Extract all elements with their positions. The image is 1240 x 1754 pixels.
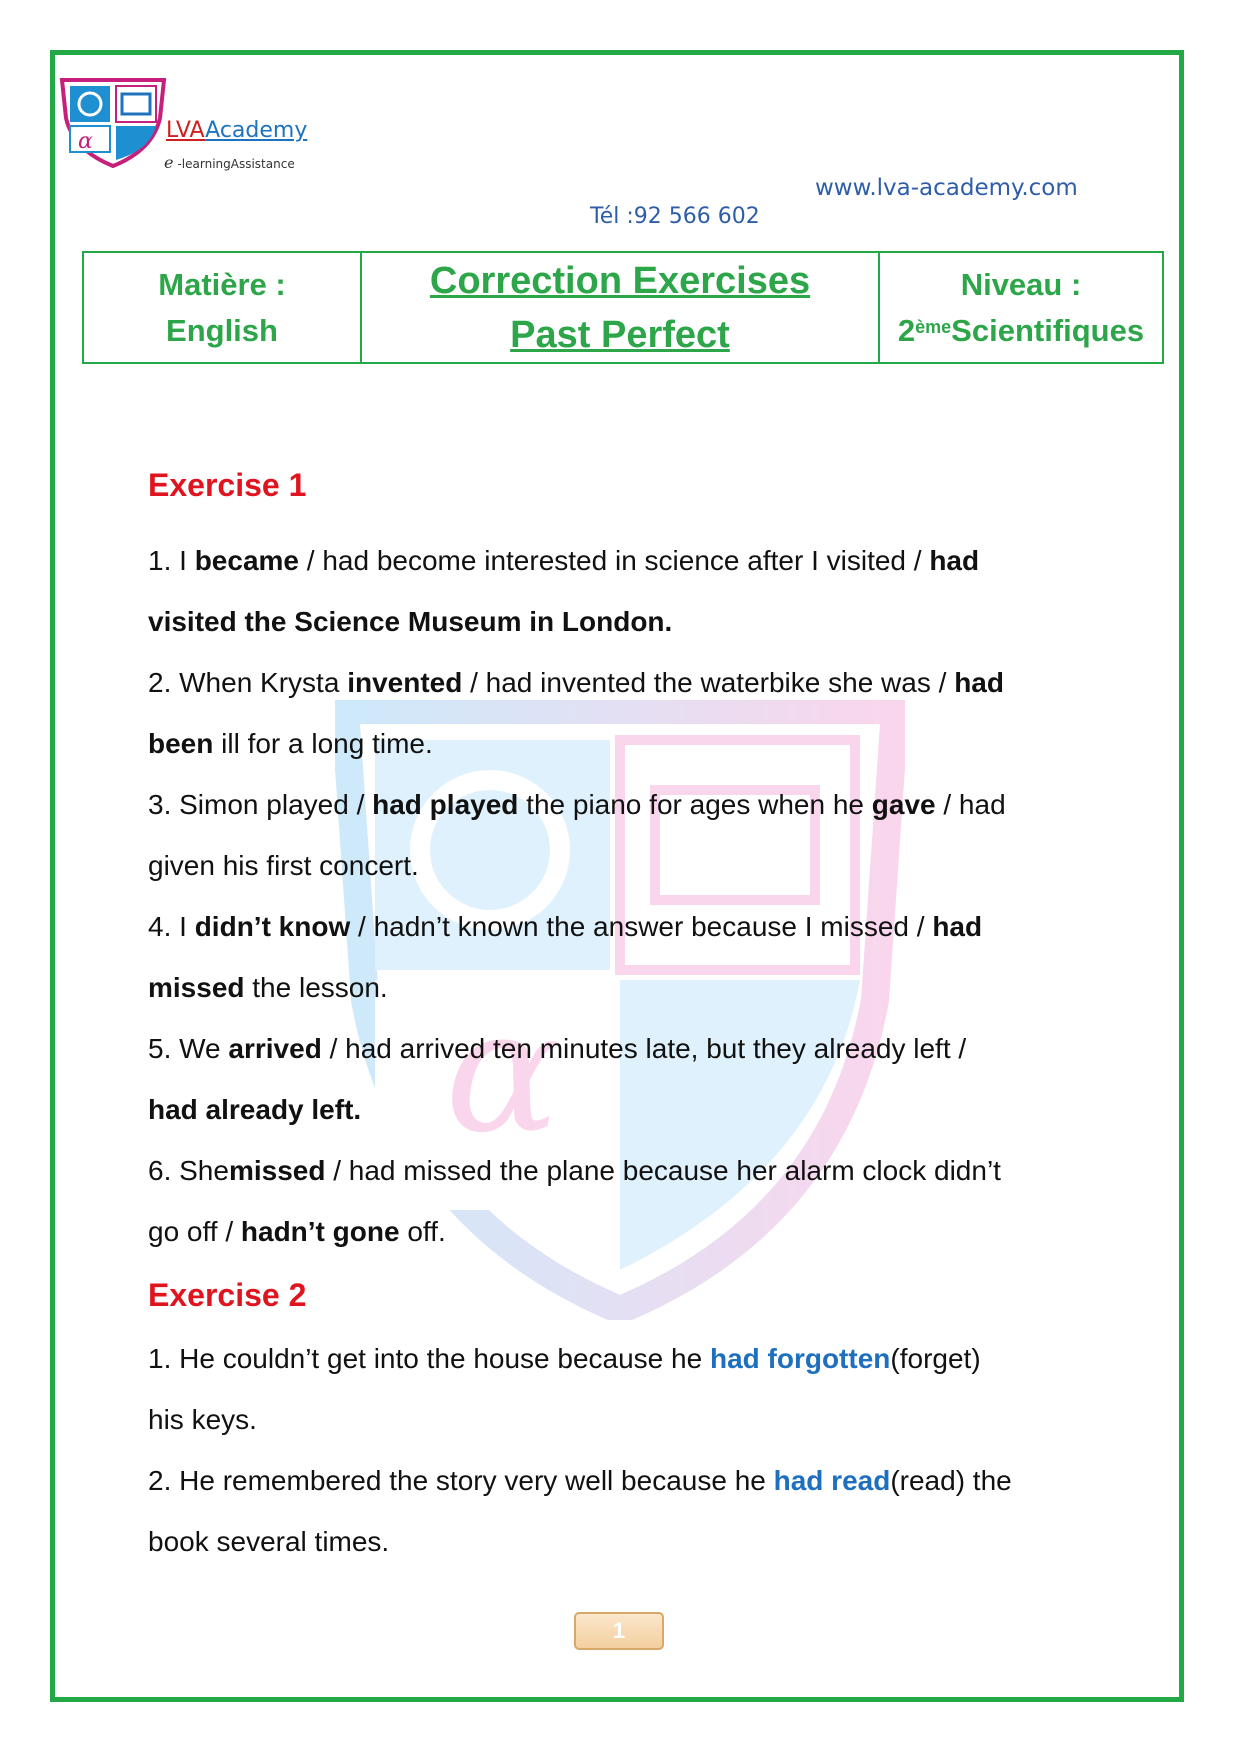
exercise1-line [148,652,1108,713]
answer-segment: had already left. [148,1094,362,1125]
level-superscript: ème [915,316,952,337]
answer-segment: became [194,545,299,576]
text-segment: 2. When Krysta [148,667,348,698]
text-segment: 6. She [148,1155,229,1186]
phone-number: Tél :92 566 602 [590,204,760,229]
exercise1-line [148,835,1108,896]
answer-segment: been [148,728,214,759]
text-segment: / had invented the waterbike she was / [462,667,955,698]
exercise1-line [148,896,1108,957]
exercise1-line [148,530,1108,591]
answer-segment: didn’t know [194,911,351,942]
exercise1-line [148,1079,1108,1140]
level-cell [880,253,1162,362]
text-segment: (read) the [890,1465,1012,1496]
exercise1-line [148,591,1108,652]
exercise-1-title: Exercise 1 [148,467,307,503]
exercise2-line [148,1328,1108,1389]
exercise-2-title: Exercise 2 [148,1277,307,1313]
level-number: 2 [897,312,916,348]
level-label: Niveau : [960,266,1082,302]
header-table [82,251,1164,364]
text-segment: ill for a long time. [213,728,433,759]
text-segment: (forget) [890,1343,981,1374]
text-segment: / had [935,789,1006,820]
answer-segment: had read [773,1465,891,1496]
exercise1-line [148,957,1108,1018]
exercise2-line [148,1511,1108,1572]
subject-value: English [166,312,278,348]
subject-label: Matière : [158,266,286,302]
answer-segment: had forgotten [709,1343,891,1374]
text-segment: go off / [148,1216,241,1247]
tagline-e: e [164,153,174,172]
text-segment: the piano for ages when he [518,789,872,820]
answer-segment: hadn’t gone [240,1216,400,1247]
svg-text:α: α [445,973,560,1171]
title-line-1: Correction Exercises [429,259,811,302]
brand-name [166,118,307,143]
exercise-content [148,460,1108,1572]
level-text: Scientifiques [951,312,1145,348]
svg-text:α: α [78,129,93,154]
text-segment: 3. Simon played / [148,789,373,820]
text-segment: 1. He couldn’t get into the house because he [148,1343,710,1374]
text-segment: given his first concert. [148,850,419,881]
text-segment: 1. I [148,545,195,576]
lva-academy-logo-icon [58,78,168,168]
exercise1-line [148,774,1108,835]
exercise1-line [148,713,1108,774]
text-segment: / had missed the plane because her alarm clock didn’t [325,1155,1001,1186]
exercise1-line [148,1140,1108,1201]
answer-segment: missed [228,1155,326,1186]
exercise-1-lines [148,530,1108,1262]
answer-segment: gave [871,789,936,820]
text-segment: 4. I [148,911,195,942]
text-segment: 2. He remembered the story very well because he [148,1465,774,1496]
brand-academy: Academy [205,118,308,143]
text-segment: / hadn’t known the answer because I missed / [350,911,933,942]
title-cell [362,253,880,362]
answer-segment: arrived [228,1033,322,1064]
exercise1-line [148,1018,1108,1079]
website-link[interactable]: www.lva-academy.com [815,175,1078,201]
text-segment: his keys. [148,1404,257,1435]
text-segment: off. [399,1216,446,1247]
page-number-badge: 1 [574,1612,664,1650]
answer-segment: had [954,667,1004,698]
text-segment: 5. We [148,1033,229,1064]
exercise1-line [148,1201,1108,1262]
title-line-2: Past Perfect [510,313,730,356]
text-segment: / had arrived ten minutes late, but they already left / [321,1033,967,1064]
level-value [898,308,1144,354]
brand-lva: LVA [166,118,206,143]
exercise2-line [148,1450,1108,1511]
exercise-2-lines [148,1328,1108,1572]
tagline-text: -learningAssistance [177,157,295,171]
exercise2-line [148,1389,1108,1450]
answer-segment: missed [148,972,245,1003]
answer-segment: visited the Science Museum in London. [148,606,673,637]
text-segment: book several times. [148,1526,390,1557]
answer-segment: invented [347,667,463,698]
text-segment: the lesson. [244,972,388,1003]
answer-segment: had [932,911,983,942]
subject-cell [84,253,362,362]
answer-segment: had [929,545,980,576]
brand-tagline [164,153,295,172]
text-segment: / had become interested in science after I visited / [299,545,930,576]
answer-segment: had played [372,789,519,820]
